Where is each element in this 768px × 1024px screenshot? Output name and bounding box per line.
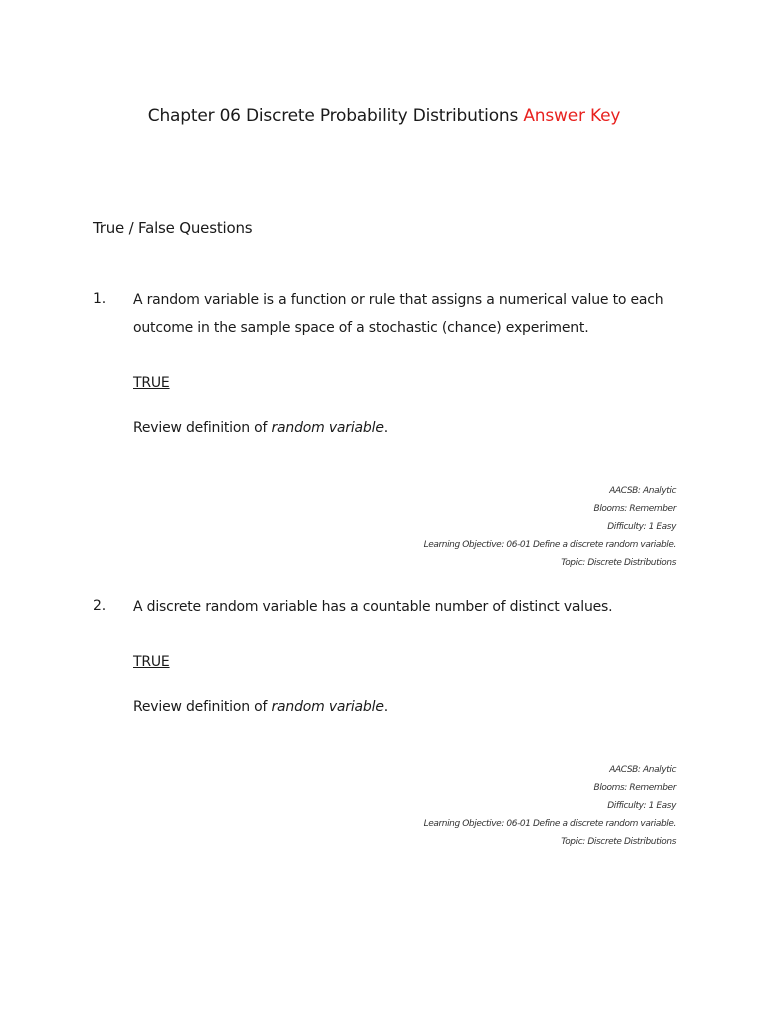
page-title — [0, 106, 768, 126]
meta-topic: Topic: Discrete Distributions — [561, 837, 676, 847]
meta-difficulty: Difficulty: 1 Easy — [607, 801, 676, 811]
answer-feedback — [133, 420, 388, 436]
meta-learning-objective: Learning Objective: 06-01 Define a discrete random variable. — [423, 819, 676, 829]
feedback-suffix: . — [383, 699, 388, 715]
meta-difficulty: Difficulty: 1 Easy — [607, 522, 676, 532]
question-number: 2. — [93, 598, 106, 614]
question-text: A discrete random variable has a countable number of distinct values. — [133, 599, 613, 615]
meta-topic: Topic: Discrete Distributions — [561, 558, 676, 568]
answer-label: TRUE — [133, 375, 170, 391]
answer-label: TRUE — [133, 654, 170, 670]
feedback-suffix: . — [383, 420, 388, 436]
question-metadata — [276, 482, 676, 572]
meta-aacsb: AACSB: Analytic — [609, 486, 676, 496]
meta-learning-objective: Learning Objective: 06-01 Define a discrete random variable. — [423, 540, 676, 550]
section-heading: True / False Questions — [93, 219, 253, 237]
title-accent: Answer Key — [523, 106, 621, 126]
meta-blooms: Blooms: Remember — [593, 504, 676, 514]
feedback-term: random variable — [271, 420, 384, 436]
feedback-term: random variable — [271, 699, 384, 715]
question-number: 1. — [93, 291, 106, 307]
question-text: A random variable is a function or rule that assigns a numerical value to each outcome in the sample space of a stochastic (chance) experiment. — [133, 292, 664, 336]
answer-feedback — [133, 699, 388, 715]
title-main: Chapter 06 Discrete Probability Distributions — [147, 106, 519, 126]
meta-blooms: Blooms: Remember — [593, 783, 676, 793]
question-metadata — [276, 761, 676, 851]
feedback-prefix: Review definition of — [133, 420, 272, 436]
meta-aacsb: AACSB: Analytic — [609, 765, 676, 775]
feedback-prefix: Review definition of — [133, 699, 272, 715]
